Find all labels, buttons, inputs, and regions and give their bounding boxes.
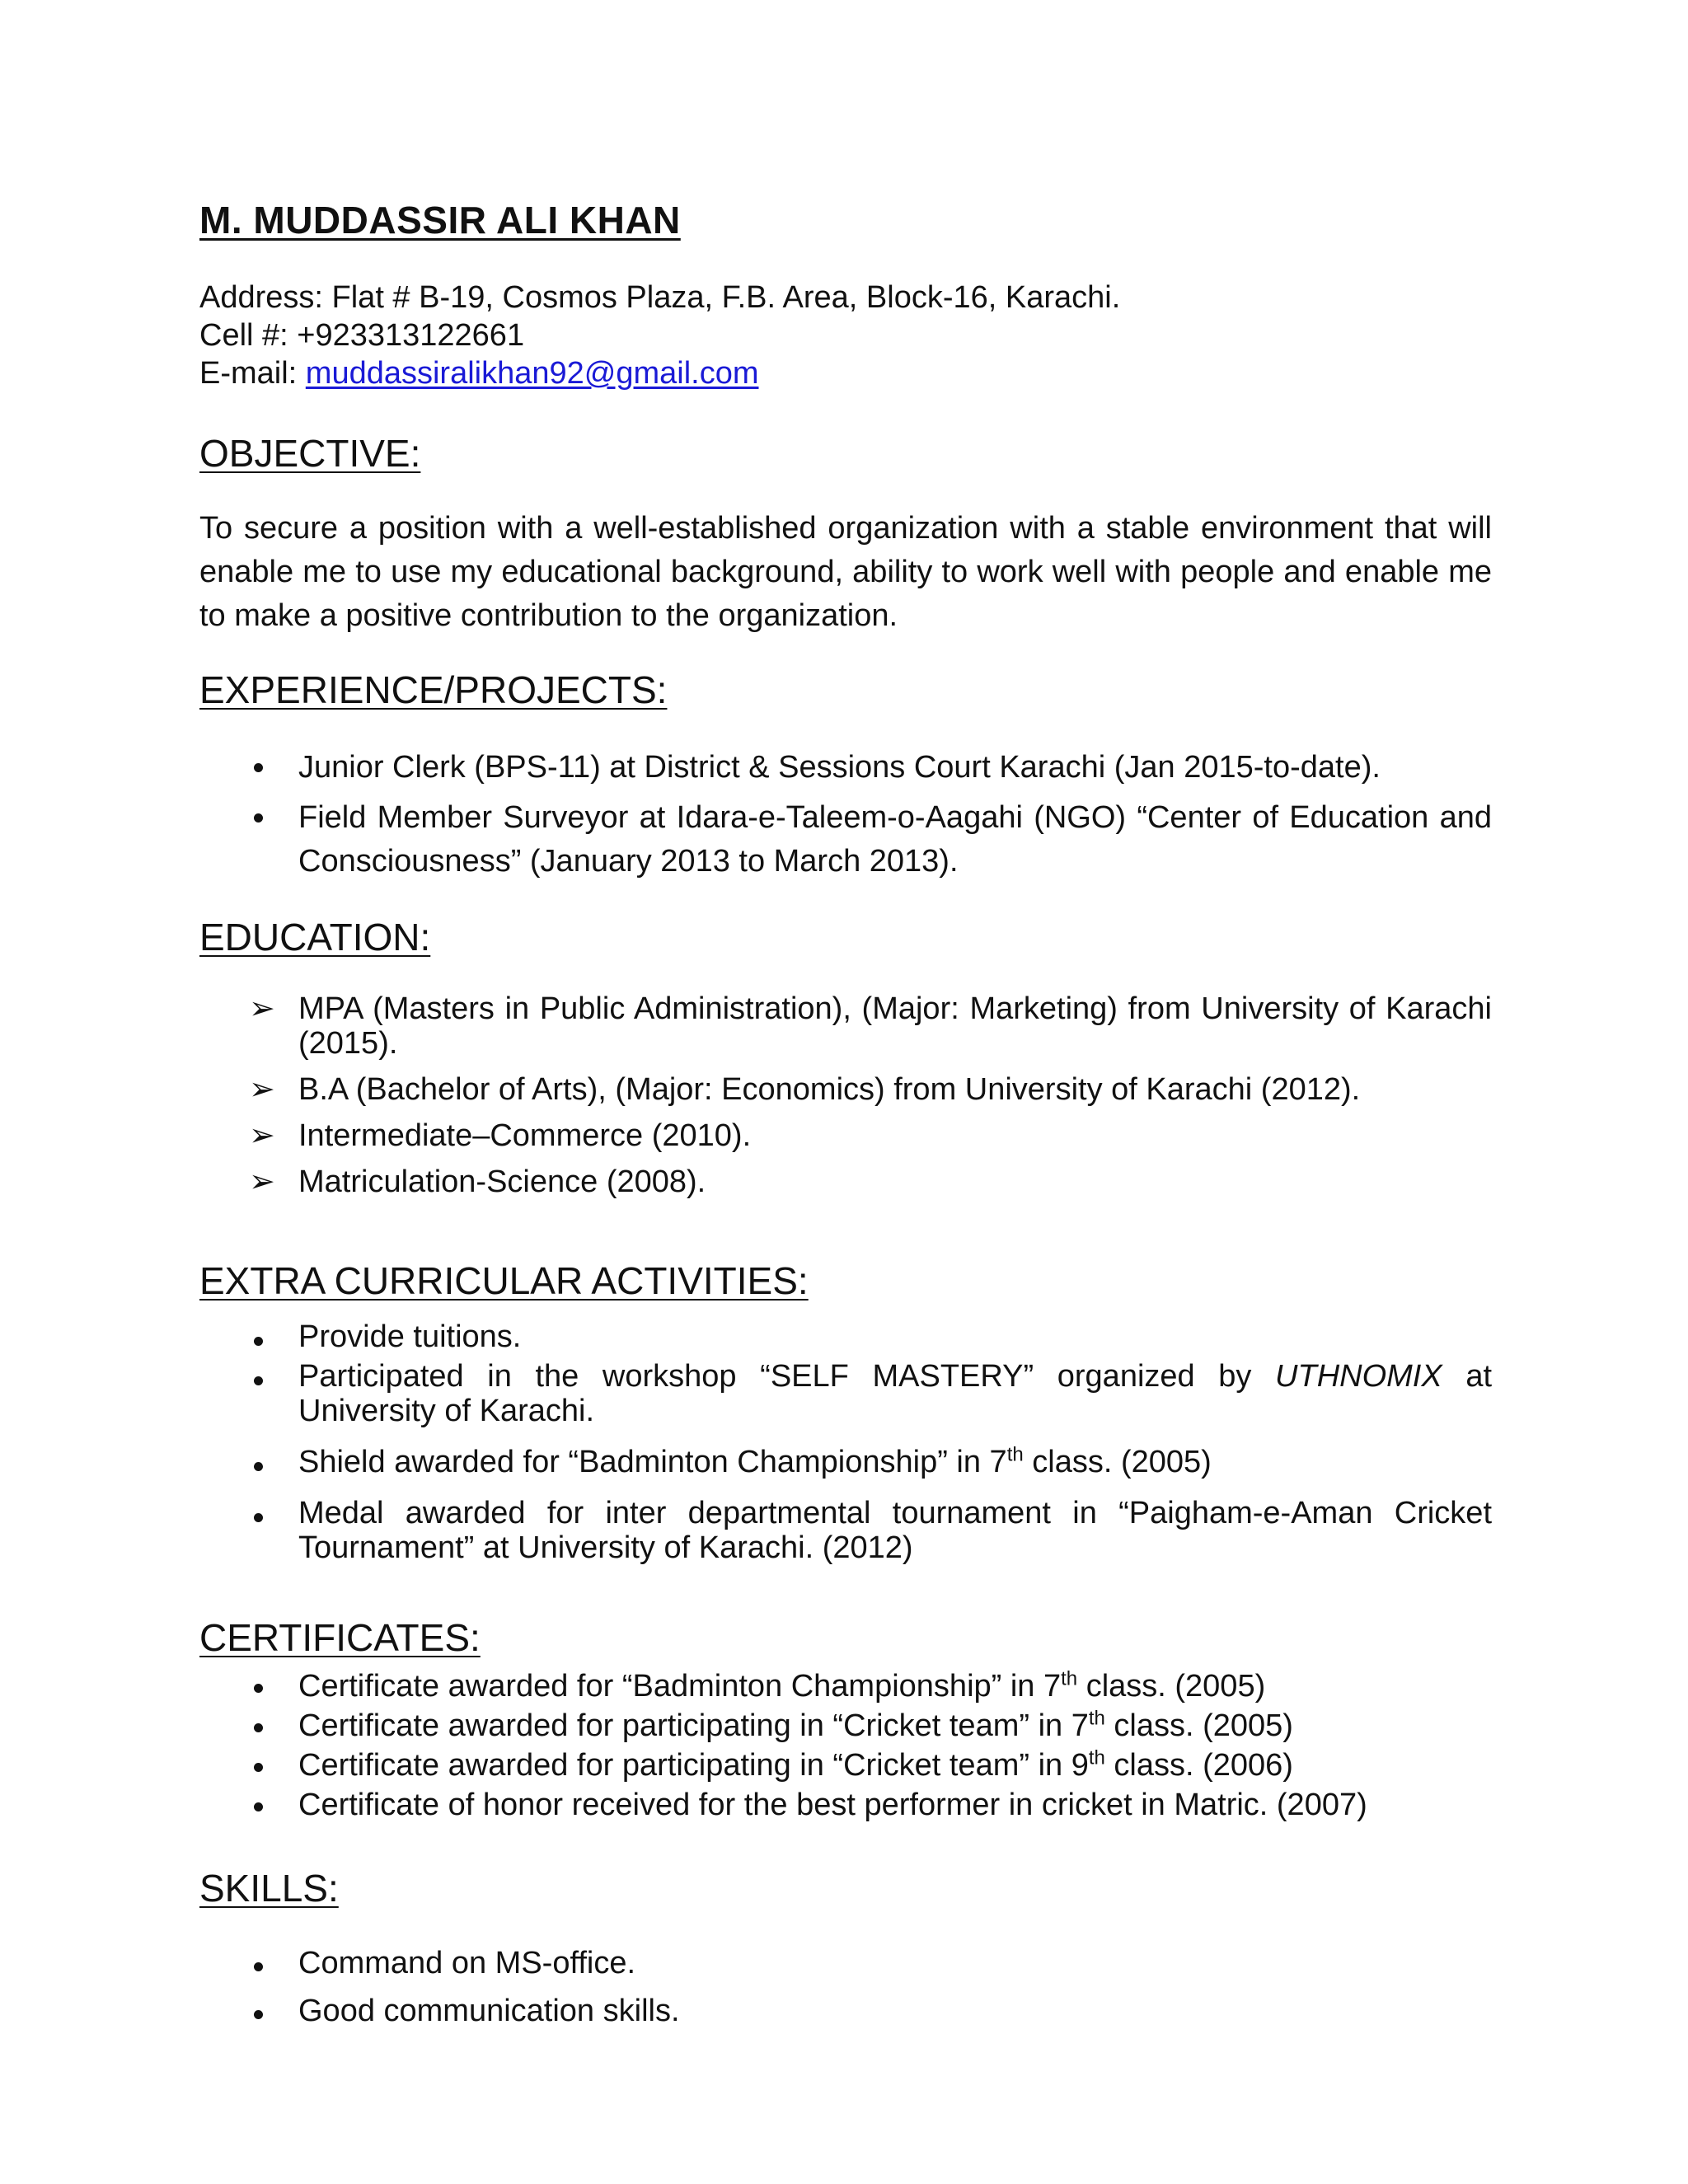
education-heading: EDUCATION: [199, 916, 431, 958]
objective-text: To secure a position with a well-established organization with a stable environment that will enable me to use my educational background, ability to work well with people and enable me to make a positive contribution to the organization. [199, 511, 1492, 633]
list-item: Participated in the workshop “SELF MASTERY” organized by UTHNOMIX at University of Karachi. [298, 1359, 1493, 1428]
list-item: Command on MS-office. [298, 1946, 636, 1980]
email-link[interactable]: muddassiralikhan92@gmail.com [305, 356, 759, 391]
certificates-heading: CERTIFICATES: [199, 1616, 481, 1659]
skills-list [199, 1945, 1492, 2029]
list-item: ➢ B.A (Bachelor of Arts), (Major: Economics) from University of Karachi (2012). [249, 1072, 1361, 1107]
list-item: Junior Clerk (BPS-11) at District & Sessions Court Karachi (Jan 2015-to-date). [298, 750, 1381, 785]
list-item: ➢ Intermediate–Commerce (2010). [249, 1118, 752, 1153]
address-line [199, 279, 1120, 316]
arrow-bullet-icon: ➢ [249, 1165, 275, 1199]
list-item: Certificate of honor received for the best performer in cricket in Matric. (2007) [298, 1788, 1367, 1822]
list-item: Provide tuitions. [298, 1319, 522, 1354]
list-item: Good communication skills. [298, 1994, 680, 2028]
experience-list [199, 746, 1492, 883]
arrow-bullet-icon: ➢ [249, 1118, 275, 1153]
objective-heading: OBJECTIVE: [199, 432, 421, 475]
cell-line [199, 316, 1120, 354]
certificates-list [199, 1666, 1492, 1825]
extra-curricular-heading: EXTRA CURRICULAR ACTIVITIES: [199, 1259, 809, 1302]
extra-curricular-list [199, 1319, 1492, 1565]
list-item: Shield awarded for “Badminton Championship” in 7th class. (2005) [298, 1443, 1212, 1479]
list-item: Medal awarded for inter departmental tournament in “Paigham-e-Aman Cricket Tournament” at University of Karachi. (2012) [298, 1496, 1492, 1565]
list-item: Certificate awarded for participating in “Cricket team” in 9th class. (2006) [298, 1746, 1293, 1783]
cell-label: Cell #: [199, 318, 298, 353]
organizer-name: UTHNOMIX [1275, 1359, 1442, 1394]
arrow-bullet-icon: ➢ [249, 991, 275, 1026]
address-value: Flat # B-19, Cosmos Plaza, F.B. Area, Block-16, Karachi. [331, 280, 1121, 315]
skills-heading: SKILLS: [199, 1867, 339, 1910]
list-item: Field Member Surveyor at Idara-e-Taleem-o-Aagahi (NGO) “Center of Education and Consciousness” (January 2013 to March 2013). [298, 800, 1492, 879]
list-item: ➢ Matriculation-Science (2008). [249, 1165, 706, 1199]
education-list [199, 991, 1492, 1199]
list-item: Certificate awarded for participating in “Cricket team” in 7th class. (2005) [298, 1707, 1293, 1743]
experience-heading: EXPERIENCE/PROJECTS: [199, 668, 668, 711]
arrow-bullet-icon: ➢ [249, 1072, 275, 1107]
address-label: Address: [199, 280, 332, 315]
contact-block [199, 279, 1120, 392]
candidate-name: M. MUDDASSIR ALI KHAN [199, 199, 681, 241]
email-line [199, 354, 1120, 392]
cell-value: +923313122661 [297, 318, 525, 353]
list-item: Certificate awarded for “Badminton Championship” in 7th class. (2005) [298, 1667, 1266, 1704]
list-item: ➢ MPA (Masters in Public Administration), (Major: Marketing) from University of Karachi (2015). [249, 991, 1492, 1061]
email-label: E-mail: [199, 356, 306, 391]
